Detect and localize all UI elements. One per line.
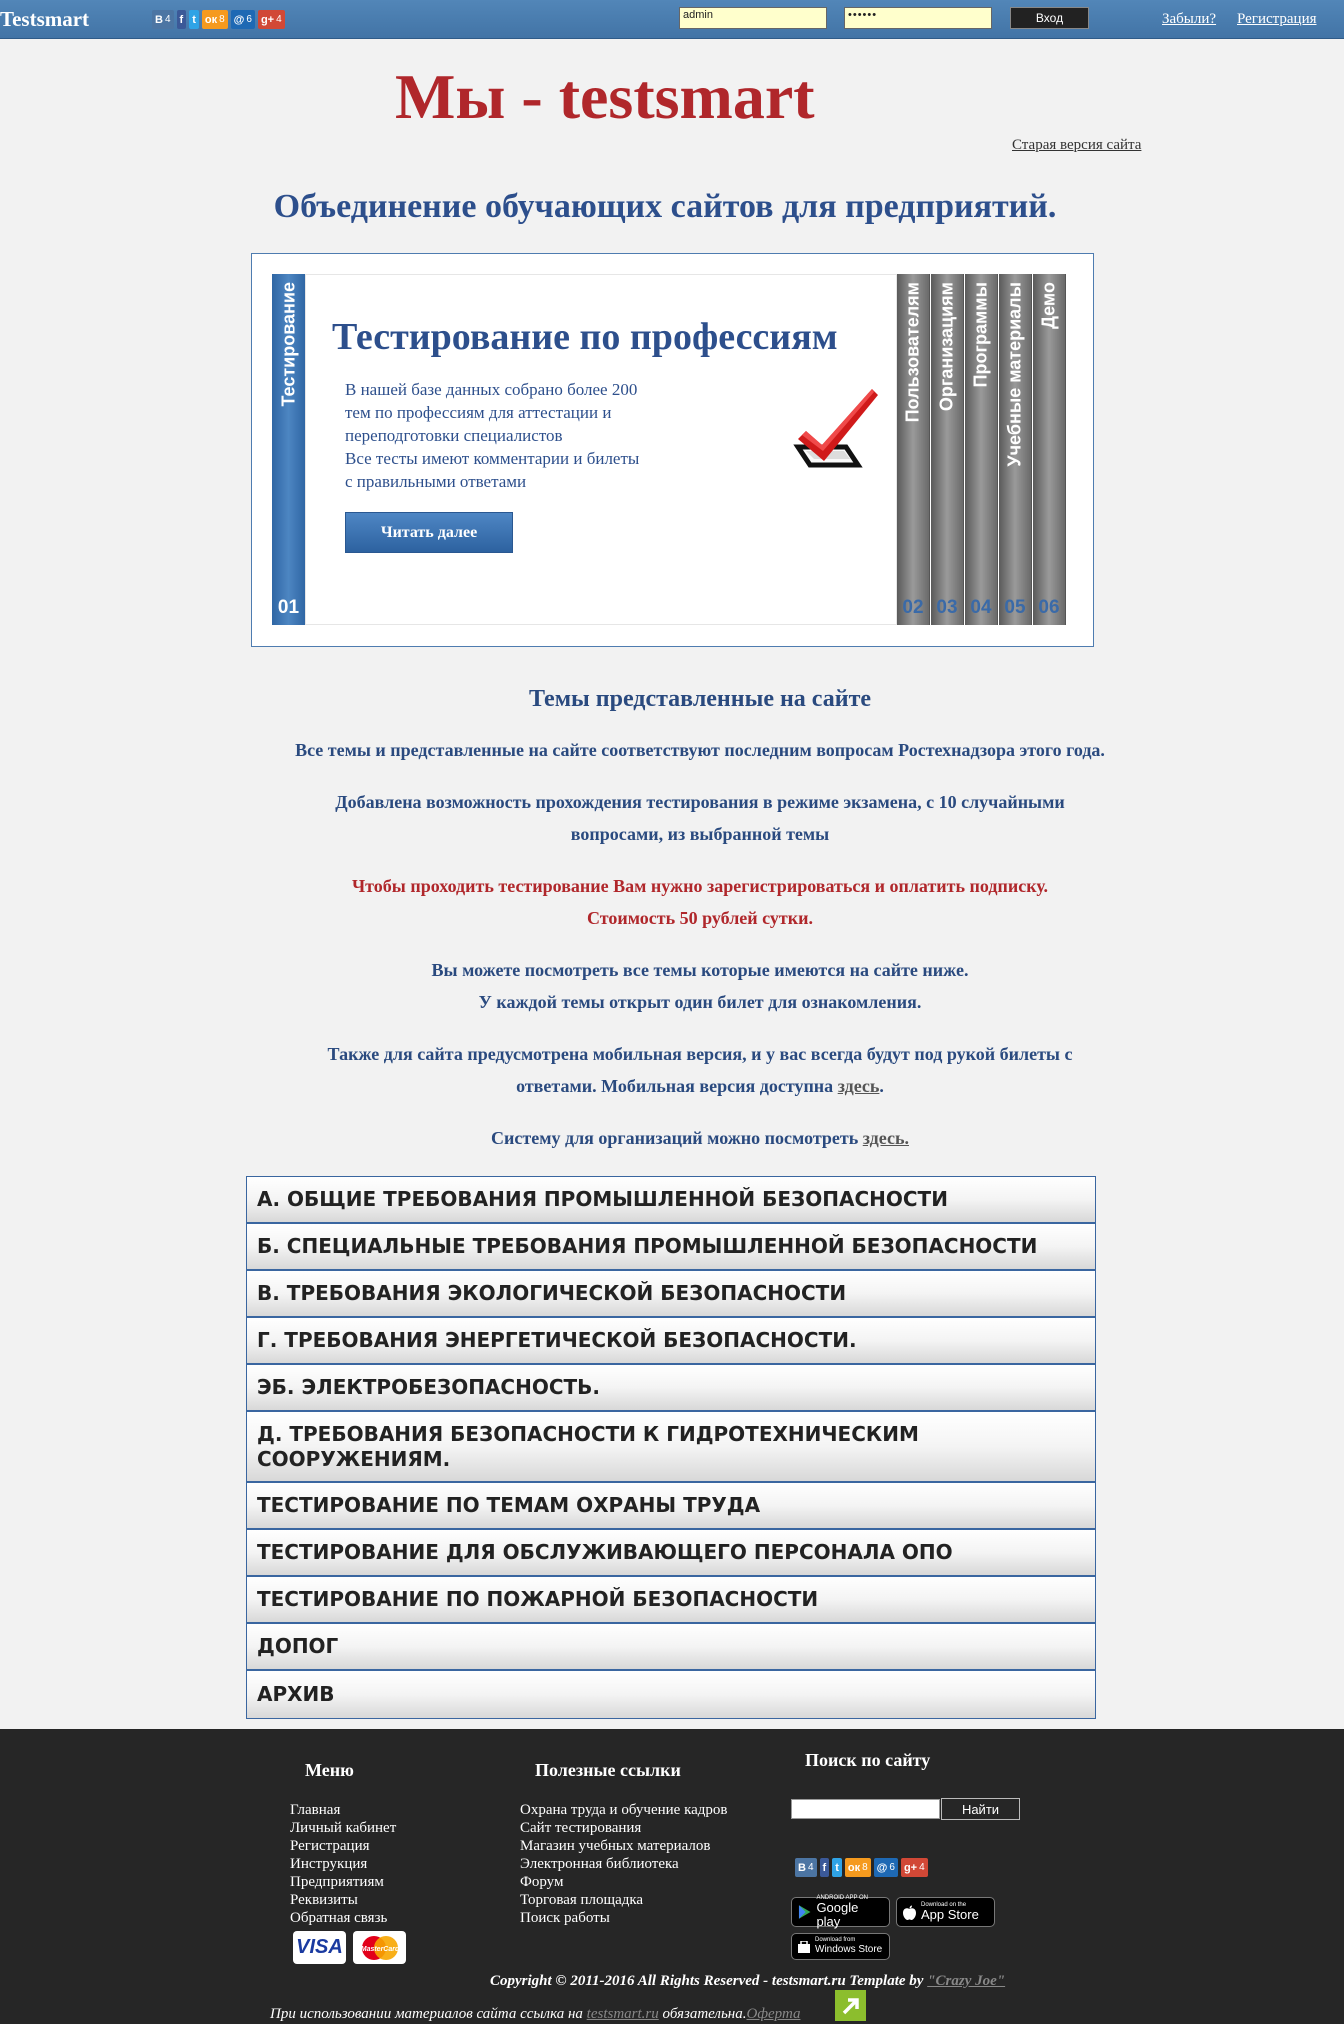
- slider-tab-number: 02: [902, 597, 924, 618]
- slider-tab-number: 06: [1038, 597, 1060, 618]
- slider-tab-number: 04: [970, 597, 992, 618]
- social-glyph: ок: [847, 1861, 861, 1874]
- footer-social-bar: [795, 1858, 928, 1877]
- windows-store-badge[interactable]: [791, 1933, 890, 1960]
- register-link[interactable]: Регистрация: [1237, 11, 1317, 27]
- topics-title: Темы представленные на сайте: [528, 686, 872, 712]
- twitter-icon[interactable]: [189, 10, 199, 29]
- footer-menu-item[interactable]: Реквизиты: [290, 1892, 358, 1908]
- copyright-text: Copyright © 2011-2016 All Rights Reserved - testsmart.ru Template by: [490, 1973, 928, 1989]
- social-share-bar: [152, 10, 285, 29]
- footer-link-item[interactable]: Сайт тестирования: [520, 1820, 642, 1836]
- info-paragraph: вопросами, из выбранной темы: [570, 824, 830, 844]
- badge-small-text: ANDROID APP ON: [816, 1895, 869, 1901]
- social-glyph: @: [876, 1861, 888, 1874]
- footer-link-item[interactable]: Форум: [520, 1874, 564, 1890]
- info-paragraph: Вы можете посмотреть все темы которые имеются на сайте ниже.: [431, 960, 969, 980]
- topic-category[interactable]: Б. СПЕЦИАЛЬНЫЕ ТРЕБОВАНИЯ ПРОМЫШЛЕННОЙ БЕЗОПАСНОСТИ: [247, 1224, 1095, 1271]
- slider-panel-title: Тестирование по профессиям: [332, 316, 838, 358]
- share-count: 4: [164, 14, 171, 25]
- forgot-password-link[interactable]: Забыли?: [1162, 11, 1217, 27]
- page-subtitle: Объединение обучающих сайтов для предприятий.: [273, 188, 1057, 225]
- twitter-icon[interactable]: [832, 1858, 842, 1877]
- footer-links-title: Полезные ссылки: [535, 1760, 681, 1780]
- organizations-link[interactable]: здесь.: [862, 1128, 909, 1148]
- share-count: 6: [246, 14, 252, 25]
- social-glyph: @: [233, 13, 245, 26]
- panel-line: с правильными ответами: [345, 472, 527, 491]
- footer-menu-item[interactable]: Обратная связь: [290, 1910, 388, 1926]
- topic-category[interactable]: Г. ТРЕБОВАНИЯ ЭНЕРГЕТИЧЕСКОЙ БЕЗОПАСНОСТИ.: [247, 1318, 1095, 1365]
- slider-tab[interactable]: [897, 274, 930, 625]
- app-store-badge[interactable]: [896, 1897, 995, 1927]
- footer-menu-item[interactable]: Главная: [290, 1802, 341, 1818]
- footer-menu-item[interactable]: Инструкция: [290, 1856, 368, 1872]
- panel-line: переподготовки специалистов: [345, 426, 563, 445]
- site-search-button[interactable]: Найти: [941, 1798, 1020, 1820]
- googleplus-icon[interactable]: [901, 1858, 928, 1877]
- badge-small-text: Download on the: [921, 1902, 967, 1908]
- footer-menu: [290, 1801, 396, 1927]
- site-title: Мы - testsmart: [395, 61, 815, 132]
- site-link[interactable]: testsmart.ru: [586, 2006, 659, 2022]
- topic-category[interactable]: АРХИВ: [247, 1671, 1095, 1718]
- footer-menu-item[interactable]: Регистрация: [290, 1838, 370, 1854]
- footer-search-title: Поиск по сайту: [805, 1750, 931, 1770]
- share-count: 8: [862, 1862, 868, 1873]
- site-search-input[interactable]: [791, 1799, 940, 1819]
- footer-menu-item[interactable]: Личный кабинет: [290, 1820, 397, 1836]
- social-glyph: t: [835, 1861, 839, 1874]
- slider-panel-text: [345, 378, 705, 493]
- info-text: ответами. Мобильная версия доступна: [516, 1076, 838, 1096]
- panel-line: В нашей базе данных собрано более 200: [345, 380, 638, 399]
- share-count: 4: [807, 1862, 814, 1873]
- info-text: .: [879, 1076, 884, 1096]
- social-glyph: В: [798, 1861, 806, 1874]
- footer-link-item[interactable]: Охрана труда и обучение кадров: [520, 1802, 728, 1818]
- feature-slider: [251, 253, 1094, 647]
- topic-category[interactable]: А. ОБЩИЕ ТРЕБОВАНИЯ ПРОМЫШЛЕННОЙ БЕЗОПАСНОСТИ: [247, 1177, 1095, 1224]
- googleplus-icon[interactable]: [258, 10, 285, 29]
- mailru-icon[interactable]: [231, 10, 255, 29]
- info-paragraph: Все темы и представленные на сайте соответствуют последним вопросам Ростехнадзора этого года.: [295, 740, 1105, 760]
- share-count: 4: [919, 1862, 925, 1873]
- google-play-badge[interactable]: [791, 1897, 890, 1927]
- social-glyph: g+: [260, 13, 275, 26]
- footer-menu-title: Меню: [305, 1760, 354, 1780]
- footer-link-item[interactable]: Торговая площадка: [520, 1892, 644, 1908]
- google-play-icon: [798, 1904, 811, 1920]
- footer-menu-item[interactable]: Предприятиям: [290, 1874, 384, 1890]
- slider-tab-label: Организациям: [936, 282, 957, 412]
- slider-tab-label: Демо: [1038, 282, 1059, 329]
- offer-link[interactable]: Оферта: [746, 2006, 801, 2022]
- scroll-top-button[interactable]: [835, 1990, 866, 2021]
- facebook-icon[interactable]: [177, 10, 187, 29]
- topic-category[interactable]: ТЕСТИРОВАНИЕ ДЛЯ ОБСЛУЖИВАЮЩЕГО ПЕРСОНАЛА ОПО: [247, 1530, 1095, 1577]
- social-glyph: t: [192, 13, 196, 26]
- mastercard-icon: [353, 1931, 406, 1964]
- odnoklassniki-icon[interactable]: [845, 1858, 871, 1877]
- topic-category[interactable]: ДОПОГ: [247, 1624, 1095, 1671]
- topic-category[interactable]: В. ТРЕБОВАНИЯ ЭКОЛОГИЧЕСКОЙ БЕЗОПАСНОСТИ: [247, 1271, 1095, 1318]
- notice-text: обязательна.: [658, 2006, 747, 2022]
- share-count: 4: [276, 14, 282, 25]
- slider-tab-label: Программы: [970, 282, 991, 388]
- mailru-icon[interactable]: [874, 1858, 898, 1877]
- vk-icon[interactable]: [795, 1858, 817, 1877]
- slider-tab[interactable]: [931, 274, 964, 625]
- social-glyph: g+: [903, 1861, 918, 1874]
- apple-icon: [903, 1905, 916, 1920]
- subscription-notice: Чтобы проходить тестирование Вам нужно зарегистрироваться и оплатить подписку.: [351, 876, 1049, 896]
- topic-category[interactable]: ЭБ. ЭЛЕКТРОБЕЗОПАСНОСТЬ.: [247, 1365, 1095, 1412]
- login-button[interactable]: Вход: [1010, 7, 1089, 29]
- slider-tab[interactable]: [965, 274, 998, 625]
- info-paragraph: [250, 1076, 1150, 1097]
- social-glyph: f: [822, 1861, 827, 1874]
- footer-links: [520, 1801, 728, 1927]
- info-paragraph: У каждой темы открыт один билет для ознакомления.: [478, 992, 922, 1012]
- copy-notice: [270, 2006, 800, 2023]
- copyright: [490, 1973, 1005, 1990]
- mobile-version-link[interactable]: здесь: [837, 1076, 880, 1096]
- checkmark-icon: [784, 383, 884, 483]
- topic-category[interactable]: Д. ТРЕБОВАНИЯ БЕЗОПАСНОСТИ К ГИДРОТЕХНИЧЕСКИМ СООРУЖЕНИЯМ.: [247, 1412, 1095, 1483]
- price-notice: Стоимость 50 рублей сутки.: [587, 908, 813, 928]
- panel-line: Все тесты имеют комментарии и билеты: [345, 449, 640, 468]
- visa-card-icon: VISA: [293, 1931, 346, 1964]
- password-input[interactable]: ••••••: [844, 7, 992, 29]
- slider-tab-testing[interactable]: [272, 274, 305, 625]
- slider-tab-number: 03: [936, 597, 958, 618]
- topic-category[interactable]: ТЕСТИРОВАНИЕ ПО ТЕМАМ ОХРАНЫ ТРУДА: [247, 1483, 1095, 1530]
- login-input[interactable]: admin: [679, 7, 827, 29]
- slider-tab-label: Пользователям: [902, 282, 923, 423]
- read-more-button[interactable]: Читать далее: [345, 512, 513, 553]
- info-paragraph: [250, 1128, 1150, 1149]
- slider-tab[interactable]: [1033, 274, 1066, 625]
- top-bar: [0, 0, 1344, 39]
- mastercard-logo: [357, 1934, 403, 1962]
- info-text: Систему для организаций можно посмотреть: [491, 1128, 863, 1148]
- footer: [0, 1729, 1344, 2024]
- social-glyph: В: [155, 13, 163, 26]
- topics-accordion: [246, 1176, 1096, 1719]
- footer-link-item[interactable]: Электронная библиотека: [520, 1856, 679, 1872]
- badge-big-text: Google play: [816, 1900, 859, 1929]
- arrow-up-right-icon: [840, 1995, 862, 2017]
- slider-tab-number: 05: [1004, 597, 1026, 618]
- share-count: 8: [219, 14, 225, 25]
- slider-tab-label: Тестирование: [278, 282, 298, 407]
- vk-icon[interactable]: [152, 10, 174, 29]
- windows-store-icon: [798, 1941, 810, 1953]
- notice-text: При использовании материалов сайта ссылка на: [270, 2006, 587, 2022]
- panel-line: тем по профессиям для аттестации и: [345, 403, 612, 422]
- social-glyph: ок: [204, 13, 218, 26]
- footer-link-item[interactable]: Магазин учебных материалов: [520, 1838, 711, 1854]
- topic-category[interactable]: ТЕСТИРОВАНИЕ ПО ПОЖАРНОЙ БЕЗОПАСНОСТИ: [247, 1577, 1095, 1624]
- social-glyph: f: [179, 13, 184, 26]
- template-author-link[interactable]: "Crazy Joe": [927, 1973, 1006, 1989]
- facebook-icon[interactable]: [820, 1858, 830, 1877]
- slider-tab[interactable]: [999, 274, 1032, 625]
- info-paragraph: Добавлена возможность прохождения тестирования в режиме экзамена, с 10 случайными: [335, 792, 1065, 812]
- footer-link-item[interactable]: Поиск работы: [520, 1910, 610, 1926]
- brand-logo[interactable]: Testsmart: [0, 7, 90, 31]
- badge-small-text: Download from: [815, 1936, 856, 1943]
- slider-tab-number: 01: [277, 597, 300, 618]
- slider-tab-label: Учебные материалы: [1004, 282, 1025, 467]
- odnoklassniki-icon[interactable]: [202, 10, 228, 29]
- info-paragraph: Также для сайта предусмотрена мобильная версия, и у вас всегда будут под рукой билеты с: [327, 1044, 1073, 1064]
- svg-text:MasterCard: MasterCard: [360, 1945, 399, 1953]
- slider-panel: [305, 274, 897, 625]
- share-count: 6: [889, 1862, 895, 1873]
- old-version-link[interactable]: Старая версия сайта: [1012, 137, 1142, 153]
- badge-big-text: Windows Store: [815, 1943, 883, 1955]
- badge-big-text: App Store: [921, 1907, 979, 1922]
